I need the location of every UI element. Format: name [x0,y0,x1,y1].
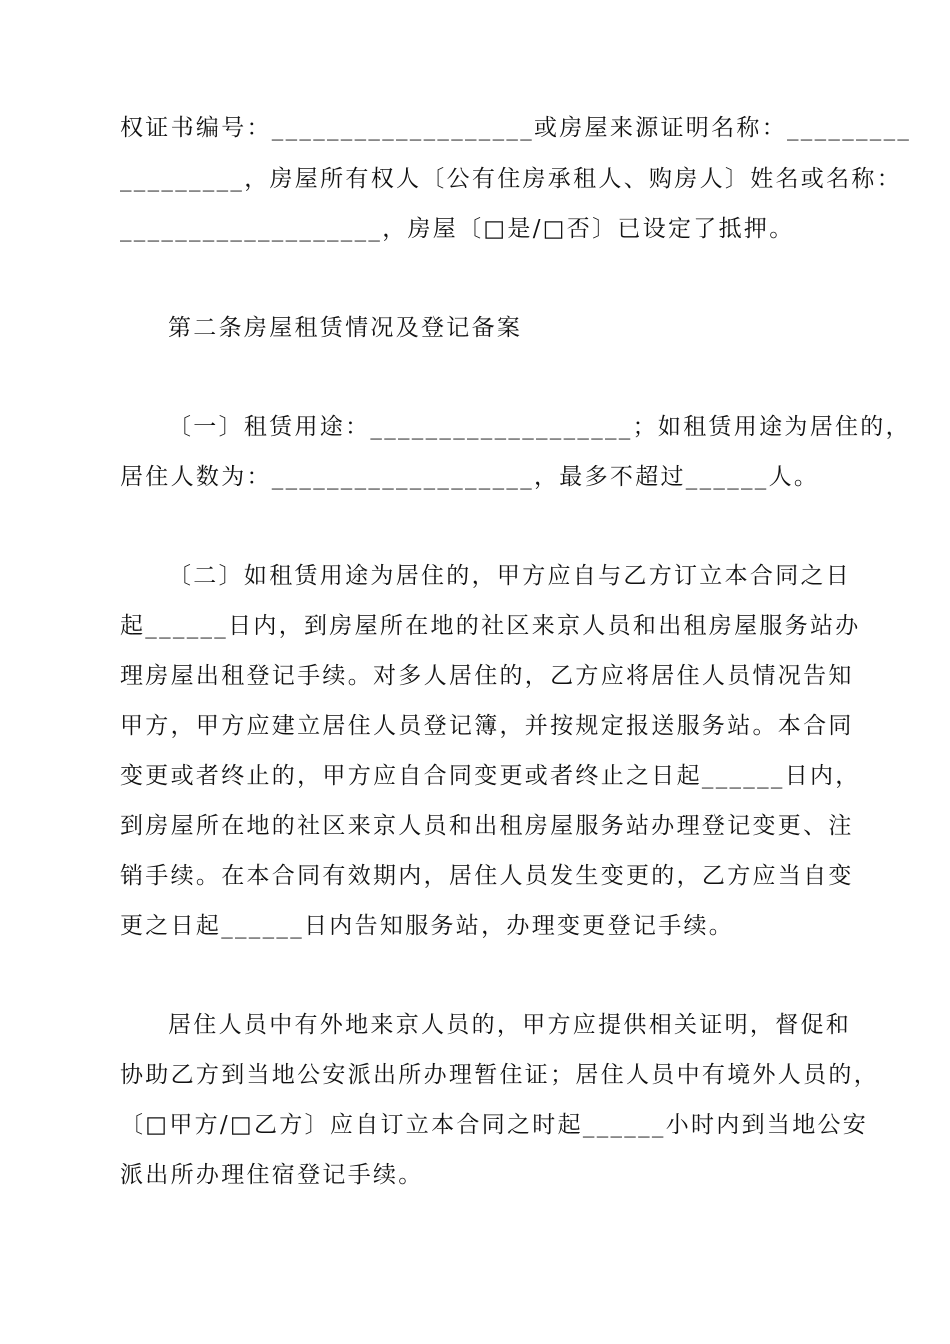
text-line: 更之日起______日内告知服务站，办理变更登记手续。 [120,913,735,939]
text-line: 派出所办理住宿登记手续。 [120,1162,424,1188]
text-line: 居住人数为：___________________，最多不超过______人。 [120,464,820,490]
text-line: 起______日内，到房屋所在地的社区来京人员和出租房屋服务站办 [120,613,861,639]
text-line: 〔一〕租赁用途：___________________；如租赁用途为居住的， [168,414,911,440]
text-line: 理房屋出租登记手续。对多人居住的，乙方应将居住人员情况告知 [120,663,854,689]
text-line: 协助乙方到当地公安派出所办理暂住证；居住人员中有境外人员的， [120,1062,879,1088]
text-line: 〔□甲方/□乙方〕应自订立本合同之时起______小时内到当地公安 [120,1112,869,1138]
text-line: 到房屋所在地的社区来京人员和出租房屋服务站办理登记变更、注 [120,813,854,839]
text-line: _________，房屋所有权人〔公有住房承租人、购房人〕姓名或名称： [120,166,902,192]
text-line: 变更或者终止的，甲方应自合同变更或者终止之日起______日内， [120,763,861,789]
section-heading: 第二条房屋租赁情况及登记备案 [168,315,523,341]
text-line: 〔二〕如租赁用途为居住的，甲方应自与乙方订立本合同之日 [168,563,852,589]
text-line: 销手续。在本合同有效期内，居住人员发生变更的，乙方应当自变 [120,863,854,889]
text-line: 甲方，甲方应建立居住人员登记簿，并按规定报送服务站。本合同 [120,713,854,739]
text-line: 居住人员中有外地来京人员的，甲方应提供相关证明，督促和 [168,1012,852,1038]
text-line: ___________________，房屋〔□是/□否〕已设定了抵押。 [120,216,795,242]
text-line: 权证书编号：___________________或房屋来源证明名称：_________ [120,115,912,141]
